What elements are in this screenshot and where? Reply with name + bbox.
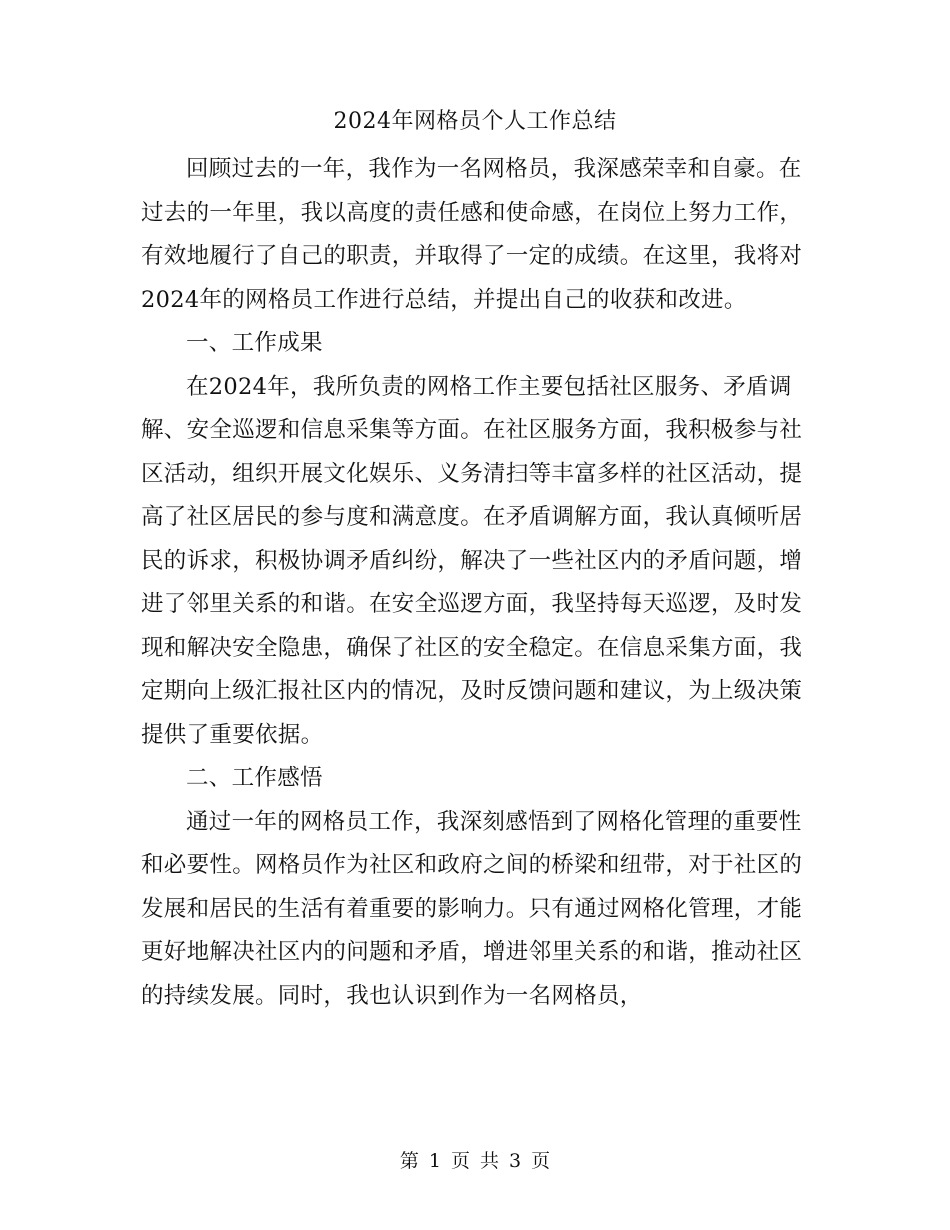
document-title: 2024年网格员个人工作总结 — [333, 109, 617, 134]
page-number-footer: 第 1 页 共 3 页 — [399, 1150, 551, 1172]
section-heading-results: 一、工作成果 — [186, 330, 323, 356]
paragraph-insights: 通过一年的网格员工作，我深刻感悟到了网格化管理的重要性和必要性。网格员作为社区和政府之间的桥梁和纽带，对于社区的发展和居民的生活有着重要的影响力。只有通过网格化管理，才能更好地解决社区内的问题和矛盾，增进邻里关系的和谐，推动社区的持续发展。同时，我也认识到作为一名网格员， — [141, 808, 803, 1009]
paragraph-results: 在2024年，我所负责的网格工作主要包括社区服务、矛盾调解、安全巡逻和信息采集等方面。在社区服务方面，我积极参与社区活动，组织开展文化娱乐、义务清扫等丰富多样的社区活动，提高了社区居民的参与度和满意度。在矛盾调解方面，我认真倾听居民的诉求，积极协调矛盾纠纷，解决了一些社区内的矛盾问题，增进了邻里关系的和谐。在安全巡逻方面，我坚持每天巡逻，及时发现和解决安全隐患，确保了社区的安全稳定。在信息采集方面，我定期向上级汇报社区内的情况，及时反馈问题和建议，为上级决策提供了重要依据。 — [141, 373, 803, 748]
section-heading-insights: 二、工作感悟 — [186, 765, 323, 791]
document-body — [141, 148, 811, 1018]
paragraph-intro: 回顾过去的一年，我作为一名网格员，我深感荣幸和自豪。在过去的一年里，我以高度的责任感和使命感，在岗位上努力工作，有效地履行了自己的职责，并取得了一定的成绩。在这里，我将对2024年的网格员工作进行总结，并提出自己的收获和改进。 — [141, 156, 803, 313]
